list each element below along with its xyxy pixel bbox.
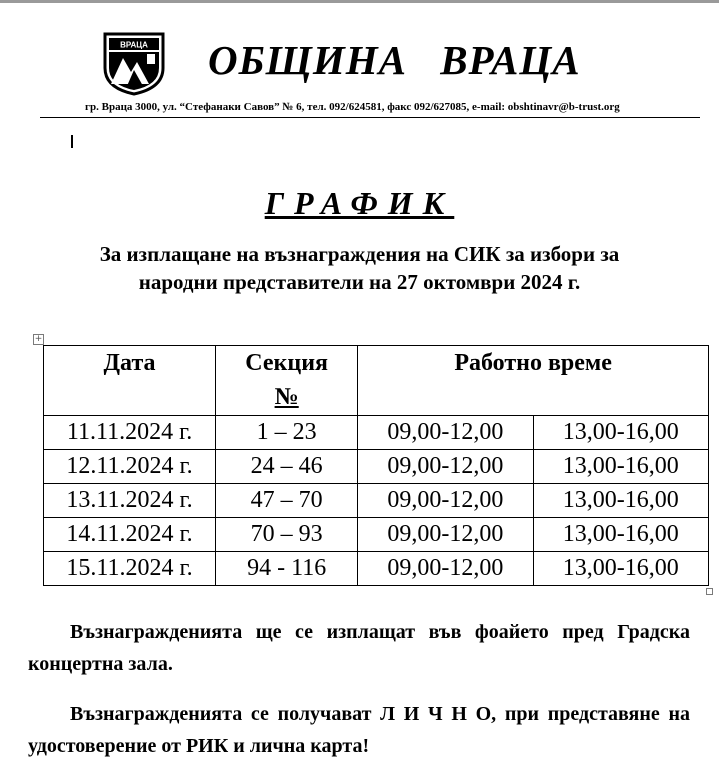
payment-location-paragraph [28, 616, 690, 680]
header-section-label: Секция [245, 350, 329, 376]
cell-morning-hours: 09,00-12,00 [358, 484, 533, 518]
personal-collection-paragraph [28, 698, 690, 762]
cell-date: 15.11.2024 г. [44, 552, 216, 586]
header-date: Дата [44, 346, 216, 416]
header-working-hours: Работно време [358, 346, 709, 416]
text-cursor [71, 135, 73, 148]
cell-afternoon-hours: 13,00-16,00 [533, 416, 708, 450]
cell-date: 14.11.2024 г. [44, 518, 216, 552]
schedule-table [43, 345, 709, 586]
cell-section: 1 – 23 [216, 416, 358, 450]
cell-date: 11.11.2024 г. [44, 416, 216, 450]
table-header-row [44, 346, 709, 416]
cell-afternoon-hours: 13,00-16,00 [533, 518, 708, 552]
cell-section: 94 - 116 [216, 552, 358, 586]
cell-section: 47 – 70 [216, 484, 358, 518]
table-row [44, 484, 709, 518]
table-row [44, 518, 709, 552]
subtitle-line-1: За изплащане на възнаграждения на СИК за избори за [99, 242, 620, 266]
cell-morning-hours: 09,00-12,00 [358, 450, 533, 484]
cell-morning-hours: 09,00-12,00 [358, 552, 533, 586]
cell-morning-hours: 09,00-12,00 [358, 518, 533, 552]
cell-afternoon-hours: 13,00-16,00 [533, 450, 708, 484]
table-row [44, 552, 709, 586]
table-move-handle-icon[interactable]: + [34, 334, 43, 344]
org-address: гр. Враца 3000, ул. “Стефанаки Савов” № 6, тел. 092/624581, факс 092/627085, e-mail: obshtinavr@b-trust.org [85, 101, 620, 113]
cell-afternoon-hours: 13,00-16,00 [533, 552, 708, 586]
cell-date: 13.11.2024 г. [44, 484, 216, 518]
cell-date: 12.11.2024 г. [44, 450, 216, 484]
document-subtitle [20, 240, 699, 296]
table-row [44, 416, 709, 450]
header-section-number-sign: № [274, 384, 299, 410]
logo-text: ВРАЦА [120, 40, 148, 50]
coat-of-arms-logo [103, 28, 165, 96]
cell-section: 70 – 93 [216, 518, 358, 552]
cell-section: 24 – 46 [216, 450, 358, 484]
subtitle-line-2: народни представители на 27 октомври 2024 г. [138, 270, 581, 294]
cell-afternoon-hours: 13,00-16,00 [533, 484, 708, 518]
header-divider [40, 117, 700, 118]
table-resize-handle[interactable] [706, 588, 713, 595]
document-title: ГРАФИК [264, 185, 455, 221]
header-section [216, 346, 358, 416]
table-row [44, 450, 709, 484]
personal-collection-text: Възнагражденията се получават Л И Ч Н О, при представяне на удостоверение от РИК и лична карта! [28, 703, 690, 757]
org-name: ОБЩИНА ВРАЦА [208, 37, 581, 83]
top-border [0, 0, 719, 3]
payment-location-text: Възнагражденията ще се изплащат във фоайето пред Градска концертна зала. [28, 621, 690, 675]
cell-morning-hours: 09,00-12,00 [358, 416, 533, 450]
